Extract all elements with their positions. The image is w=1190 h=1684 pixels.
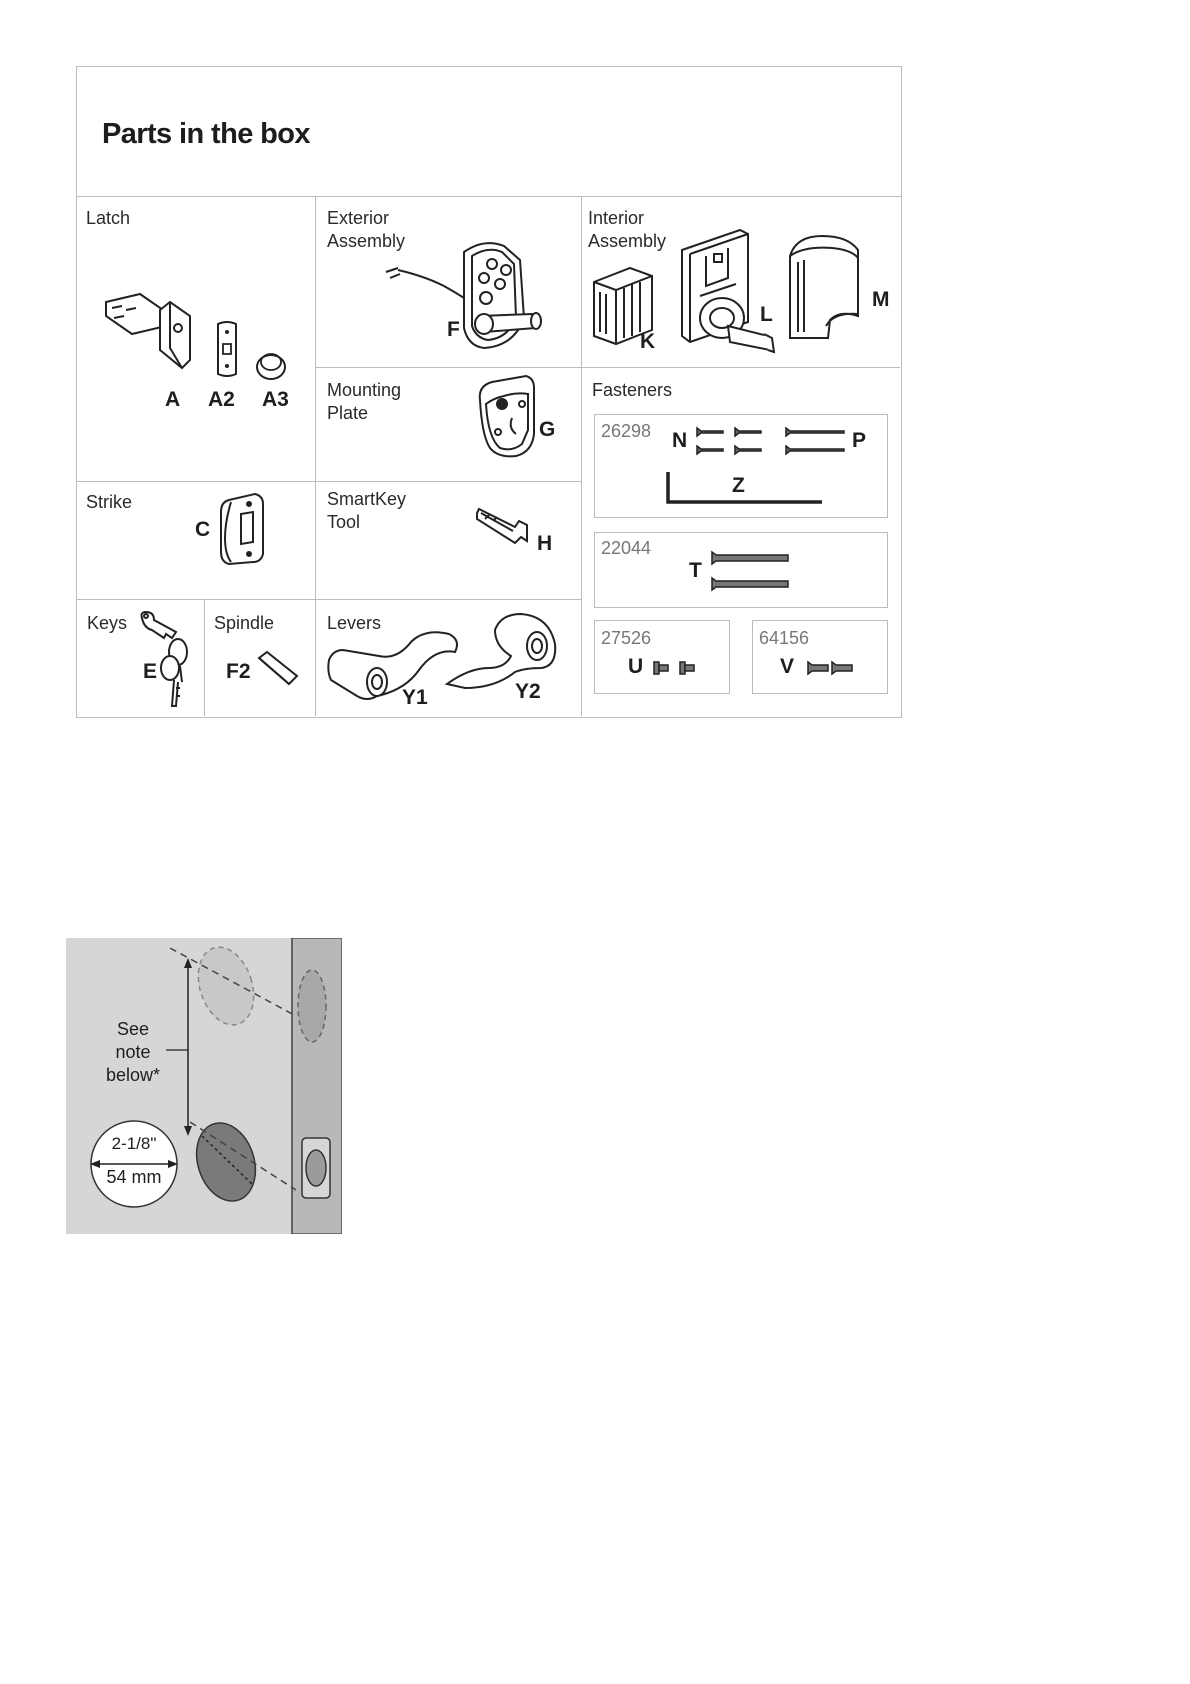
part-tag-m: M [872, 288, 890, 311]
lever-y1-illustration [327, 630, 463, 706]
screws-n-illustration [695, 424, 765, 460]
interior-cover-m-illustration [782, 232, 864, 342]
spindle-f2-illustration [255, 650, 301, 688]
bolts-t-illustration [706, 550, 790, 594]
fastener-code-64156: 64156 [759, 628, 810, 648]
fastener-code-27526: 27526 [601, 628, 652, 648]
bore-dimension-inches: 2-1/8" [111, 1134, 157, 1153]
part-tag-g: G [539, 418, 556, 441]
strike-plate-c-illustration [217, 492, 269, 566]
part-tag-f: F [447, 318, 460, 341]
part-tag-t: T [689, 559, 702, 582]
part-tag-v: V [780, 655, 795, 678]
interior-assembly-label: Interior Assembly [588, 208, 667, 251]
latch-label: Latch [86, 208, 131, 228]
part-tag-y2: Y2 [515, 680, 541, 703]
part-tag-z: Z [732, 474, 745, 497]
part-tag-y1: Y1 [402, 686, 428, 709]
hex-wrench-z-illustration [664, 470, 826, 508]
part-tag-a: A [165, 388, 181, 411]
part-tag-k: K [640, 330, 656, 353]
latch-bolt-illustration [100, 290, 195, 382]
screws-u-illustration [652, 660, 698, 676]
part-tag-c: C [195, 518, 211, 541]
smartkey-tool-label: SmartKey Tool [327, 489, 407, 532]
part-tag-e: E [143, 660, 158, 683]
screws-v-illustration [806, 660, 856, 676]
fastener-code-26298: 26298 [601, 421, 652, 441]
part-tag-n: N [672, 429, 688, 452]
see-note-label: See note below* [105, 1019, 161, 1085]
part-tag-a3: A3 [262, 388, 289, 411]
lever-y2-illustration [445, 612, 571, 690]
spindle-label: Spindle [214, 613, 275, 633]
part-tag-p: P [852, 429, 867, 452]
drive-in-collar-a3-illustration [251, 345, 291, 385]
part-tag-h: H [537, 532, 553, 555]
exterior-keypad-assembly-illustration [384, 238, 556, 353]
levers-label: Levers [327, 613, 382, 633]
exterior-assembly-label: Exterior Assembly [327, 208, 406, 251]
fasteners-label: Fasteners [592, 380, 673, 400]
part-tag-a2: A2 [208, 388, 235, 411]
keys-label: Keys [87, 613, 128, 633]
fastener-code-22044: 22044 [601, 538, 652, 558]
part-tag-l: L [760, 303, 773, 326]
smartkey-tool-h-illustration [475, 507, 537, 549]
screws-p-illustration [784, 424, 846, 460]
strike-label: Strike [86, 492, 133, 512]
part-tag-u: U [628, 655, 644, 678]
door-bore-diagram [66, 938, 342, 1234]
part-tag-f2: F2 [226, 660, 251, 683]
latch-faceplate-a2-illustration [212, 320, 242, 380]
page-title: Parts in the box [102, 118, 310, 150]
interior-assembly-l-illustration [676, 226, 782, 358]
mounting-plate-g-illustration [476, 374, 540, 460]
mounting-plate-label: Mounting Plate [327, 380, 402, 423]
bore-dimension-mm: 54 mm [106, 1167, 162, 1187]
